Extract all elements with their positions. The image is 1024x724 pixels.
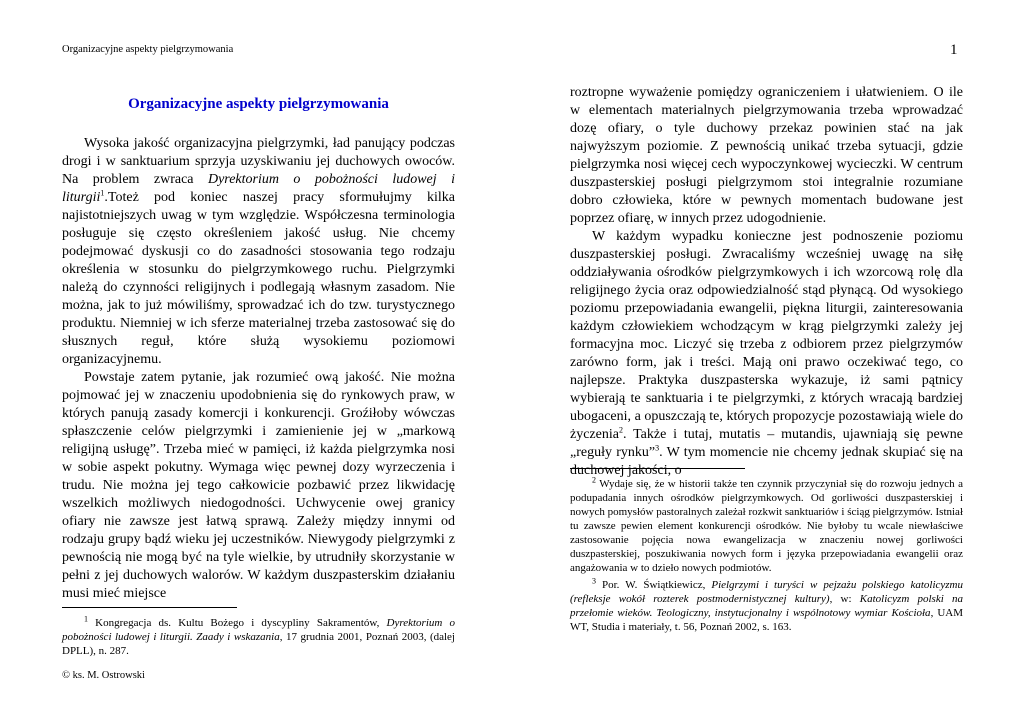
text-run: Wysoka jakość organizacyjna pielgrzymki, ład panujący podczas drogi i w sanktuarium sprzyja uzyskiwaniu jej duchowych owoców. Na problem zwraca [62,136,455,187]
copyright: © ks. M. Ostrowski [62,670,145,681]
right-paragraph-1: roztropne wyważenie pomiędzy ograniczeniem i ułatwieniem. O ile w elementach materialnych pielgrzymowania trzeba wprowadzać dozę ofiary, o tyle duchowy przekaz powinien stać na jak najwyższym poziomie. Z pewnością unikać trzeba sytuacji, gdzie pielgrzymka nosi więcej cech wypoczynkowej wycieczki. W centrum duszpasterskiej posługi pielgrzymom stoi integralnie rozumiane dobro człowieka, które w pewnych momentach budowane jest poprzez ofiarę, w innych przez udogodnienie. [570,85,963,226]
left-footnotes [62,607,455,661]
right-column [570,84,963,480]
left-paragraph-2: Powstaje zatem pytanie, jak rozumieć ową jakość. Nie można pojmować jej w znaczeniu upodobnienia się do rynkowych praw, w których panują zasady komercji i konkurencji. Groźiłoby wówczas spłaszczenie celów pielgrzymki i zamienienie jej w „markową religijną usługę”. Trzeba mieć w pamięci, iż każda pielgrzymka nosi w sobie aspekt pokutny. Wymaga więc pewnej dozy wyrzeczenia i trudu. Nie można jej tego całkowicie pozbawić przez likwidację wszelkich możliwych niedogodności. Uchwycenie owej granicy ofiary nie zawsze jest łatwą sprawą. Zależy między innymi od rodzaju grupy bądź wieku jej uczestników. Niewygody pielgrzymki z pewnością nie mogą być na tyle wielkie, by utrudniły skorzystanie w pełni z jej duchowych walorów. W każdym duszpasterskim działaniu musi mieć miejsce [62,370,455,601]
footnote-ref-2[interactable]: 2 [618,425,623,435]
running-header: Organizacyjne aspekty pielgrzymowania [62,44,234,55]
footnote-3 [570,578,963,634]
text-run: , UAM WT, Studia i materiały, t. 56, Poznań 2002, s. 163. [570,607,963,633]
footnote-ref-3[interactable]: 3 [655,443,660,453]
right-footnotes [570,468,963,637]
text-run: Por. W. Świątkiewicz, [596,579,712,591]
italic-text: Dyrektorium o pobożności ludowej i liturgii [62,172,456,205]
footnote-ref-1[interactable]: 1 [100,188,105,198]
text-run: Kongregacja ds. Kultu Bożego i dyscypliny Sakramentów, [88,617,387,629]
italic-text: Pielgrzymi i turyści w pejzażu polskiego katolicyzmu (refleksje wokół rozterek postmodernistycznej kultury) [570,579,964,605]
footnote-number: 2 [592,475,596,485]
italic-text: Dyrektorium o pobożności ludowej i liturgii. Zaady i wskazania [62,617,455,643]
text-run: W każdym wypadku konieczne jest podnoszenie poziomu duszpasterskiej posługi. Zwracaliśmy wcześniej uwagę na siłę oddziaływania ośrodków pielgrzymkowych i ich wzorcową rolę dla religijnego życia oraz odpowiedzialność stąd płynącą. Od wysokiego poziomu przepowiadania ewangelii, piękna liturgii, zainteresowania każdym człowiekiem wchodzącym w krąg pielgrzymki zależy jej formacyjna moc. Liczyć się trzeba z odbiorem przez pielgrzymów zarówno form, jak i treści. Mają oni prawo oczekiwać tego, co najlepsze. Praktyka duszpasterska wykazuje, iż sami pątnicy wybierają te sanktuaria i te pielgrzymki, z których wracają bardziej ubogaceni, a opuszczają te, których propozycje pozostawiają wiele do życzenia [570,229,963,442]
page-number: 1 [950,42,958,58]
footnote-number: 1 [84,614,88,624]
text-run: , w: [829,593,860,605]
text-run: . W tym momencie nie chcemy jednak skupiać się na duchowej jakości, o [570,445,963,478]
text-run: . Także i tutaj, mutatis – mutandis, ujawniają się pewne „reguły rynku” [570,427,963,460]
footnote-divider [62,607,237,608]
document-title: Organizacyjne aspekty pielgrzymowania [128,96,389,112]
text-run: .Toteż pod koniec naszej pracy sformułujmy kilka najistotniejszych uwag w tym względzie. Współczesna terminologia posługuje się często określeniem jakość usług. Nie chcemy podejmować dyskusji co do zasadności stosowania tego rodzaju określenia w stosunku do pielgrzymkowego ruchu. Pielgrzymki należą do czynności religijnych i podlegają własnym zasadom. Nie można, jak to już mówiliśmy, sprowadzać ich do tzw. turystycznego produktu. Niemniej w ich sferze materialnej trzeba zastosować się do słusznych reguł, które służą wysokiemu poziomowi organizacyjnemu. [62,190,455,367]
footnote-divider [570,468,745,469]
footnote-number: 3 [592,576,596,586]
text-run: , 17 grudnia 2001, Poznań 2003, (dalej DPLL), n. 287. [62,631,455,657]
right-paragraph-2 [570,228,963,480]
text-run: Wydaje się, że w historii także ten czynnik przyczyniał się do rozwoju jednych a podupadania innych ośrodków pielgrzymkowych. Od gorliwości duszpasterskiej i nowych pomysłów pastoralnych zależał rozkwit sanktuariów i ściąg pielgrzymów. Istniał tu zawsze pewien element konkurencji ośrodków. Nie byłoby tu wcale niewłaściwe zastosowanie pojęcia nowa ewangelizacja w znaczeniu nowej gorliwości duszpasterskiej, poszukiwania nowych form i języka przepowiadania ewangelii oraz angażowania w to dzieło nowych podmiotów. [570,478,963,574]
left-paragraph-1 [62,135,455,369]
left-column [62,84,455,603]
footnote-2 [570,477,963,575]
italic-text: Katolicyzm polski na przełomie wieków. Teologiczny, instytucjonalny i wspólnotowy wymiar Kościoła [570,593,963,619]
footnote-1 [62,616,455,658]
